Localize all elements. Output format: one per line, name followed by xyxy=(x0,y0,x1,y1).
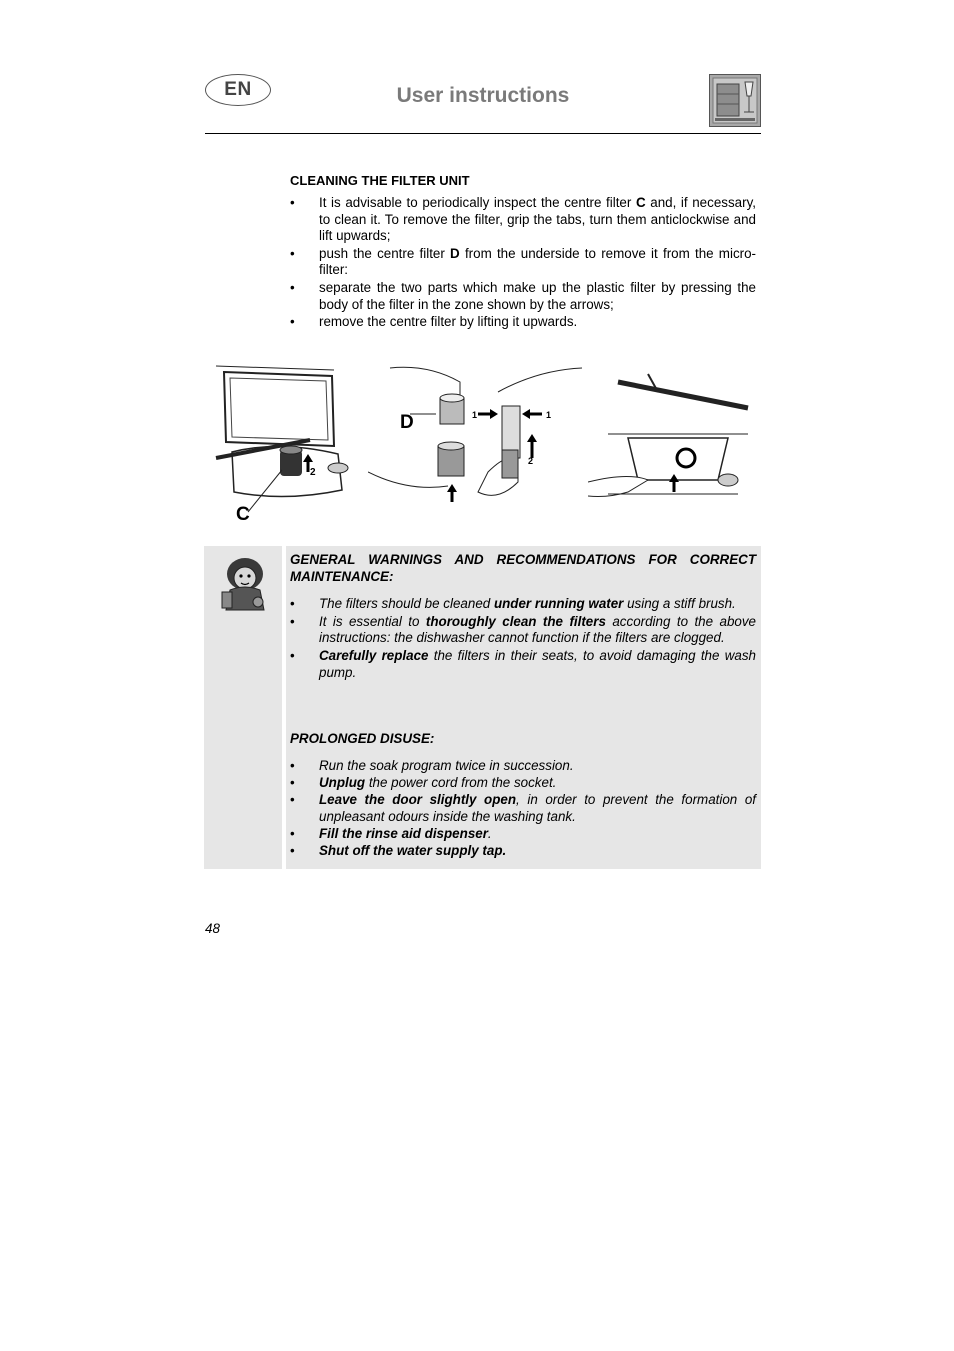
language-badge: EN xyxy=(205,74,271,106)
list-item: • Leave the door slightly open, in order to prevent the formation of unpleasant odours inside the washing tank. xyxy=(290,792,756,825)
list-item: • separate the two parts which make up the plastic filter by pressing the body of the filter in the zone shown by the arrows; xyxy=(290,280,756,313)
page-number: 48 xyxy=(205,921,220,936)
list-item: • Fill the rinse aid dispenser. xyxy=(290,826,756,843)
list-item: • It is advisable to periodically inspect the centre filter C and, if necessary, to clean it. To remove the filter, grip the tabs, turn them anticlockwise and lift upwards; xyxy=(290,195,756,245)
svg-text:2: 2 xyxy=(528,456,534,466)
list-item: • remove the centre filter by lifting it upwards. xyxy=(290,314,756,331)
page-title: User instructions xyxy=(396,84,570,107)
filter-removal-illustration xyxy=(210,362,360,527)
list-item: • Shut off the water supply tap. xyxy=(290,843,756,860)
warnings-heading: GENERAL WARNINGS AND RECOMMENDATIONS FOR CORRECT MAINTENANCE: xyxy=(290,552,756,584)
cleaning-heading: CLEANING THE FILTER UNIT xyxy=(290,173,470,188)
prolonged-disuse-list xyxy=(290,758,756,861)
warnings-list xyxy=(290,596,756,683)
filter-c-label: C xyxy=(236,504,250,525)
warnings-panel-divider xyxy=(282,546,286,869)
svg-text:1: 1 xyxy=(472,410,478,420)
dishwasher-icon xyxy=(709,74,761,127)
filter-d-label: D xyxy=(400,412,414,433)
list-item: • The filters should be cleaned under running water using a stiff brush. xyxy=(290,596,756,613)
list-item: • push the centre filter D from the underside to remove it from the micro-filter: xyxy=(290,246,756,279)
filter-replacement-illustration xyxy=(588,362,753,507)
mascot-icon xyxy=(218,556,268,612)
list-item: • Run the soak program twice in succession. xyxy=(290,758,756,775)
list-item: • Carefully replace the filters in their seats, to avoid damaging the wash pump. xyxy=(290,648,756,681)
cleaning-steps-list xyxy=(290,195,756,332)
filter-separation-illustration xyxy=(368,362,588,507)
header-divider xyxy=(205,133,761,134)
svg-text:1: 1 xyxy=(546,410,552,420)
list-item: • Unplug the power cord from the socket. xyxy=(290,775,756,792)
arrow-step-2-label: 2 xyxy=(310,467,316,478)
list-item: • It is essential to thoroughly clean the filters according to the above instructions: the dishwasher cannot function if the filters are clogged. xyxy=(290,614,756,647)
prolonged-disuse-heading: PROLONGED DISUSE: xyxy=(290,731,435,746)
